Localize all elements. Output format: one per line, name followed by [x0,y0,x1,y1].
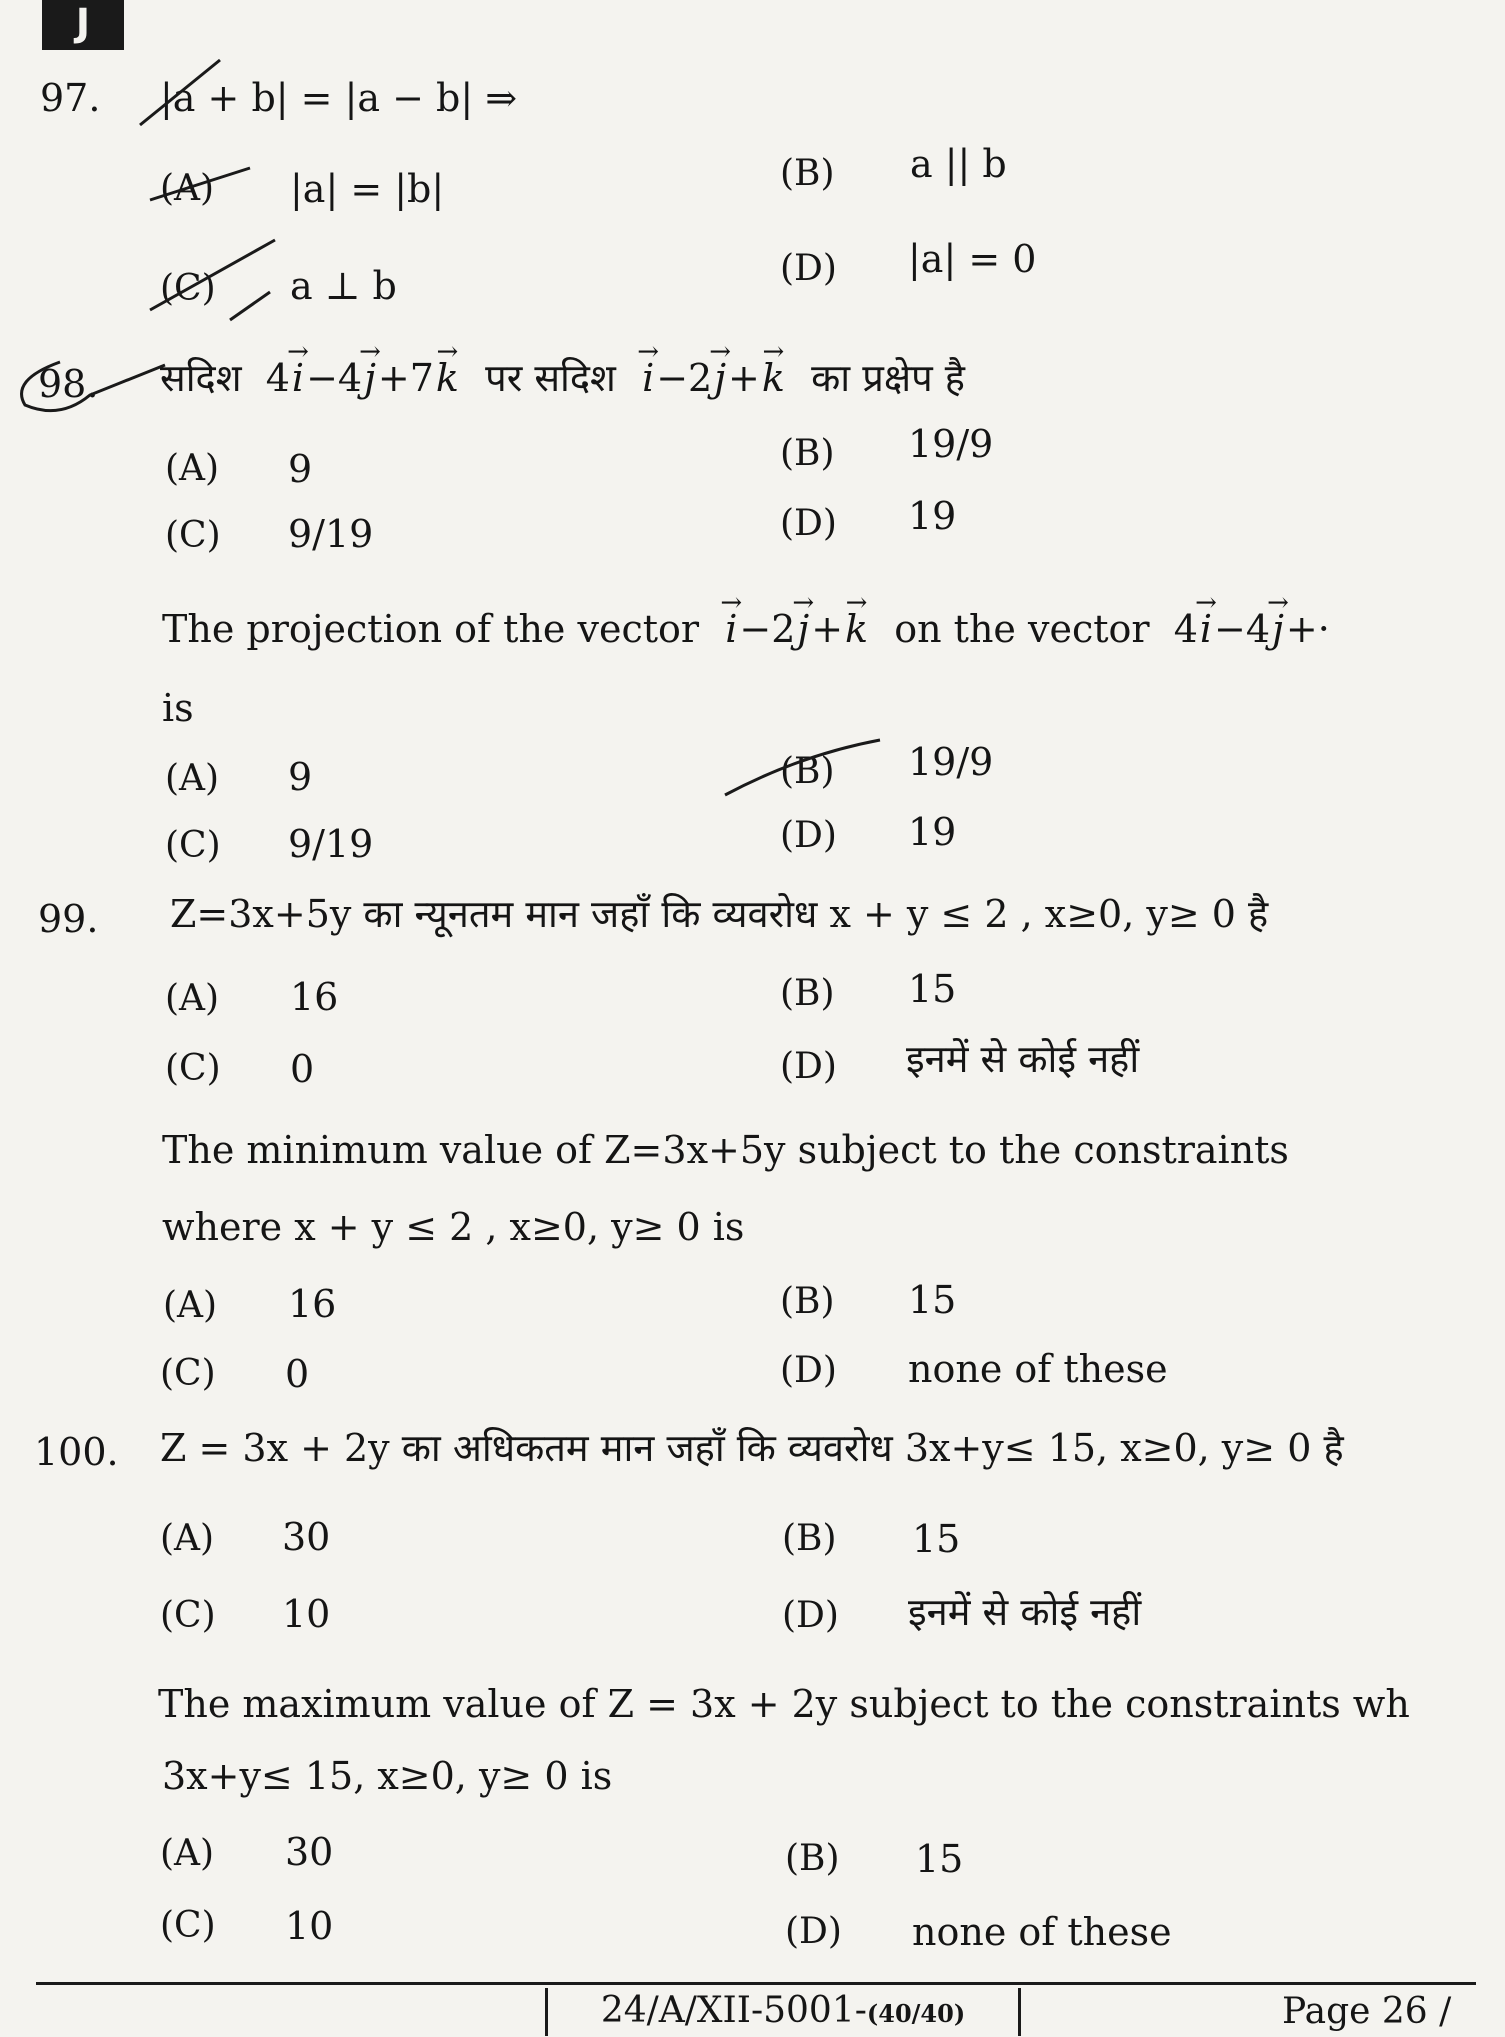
q99e-option-c-value: 0 [285,1352,310,1396]
q98-hindi-word: का प्रक्षेप है [811,356,965,400]
paper-code-small: (40/40) [866,1999,966,2028]
q98-hindi-word: सदिश [160,356,242,400]
q99h-option-b-value: 15 [908,967,957,1011]
q97-option-d-value: |a| = 0 [908,237,1037,281]
q97-option-b-value: a || b [910,142,1007,186]
q98h-option-a-value: 9 [288,447,313,491]
q98-hindi-word: पर सदिश [485,356,616,400]
q98h-option-c-letter: (C) [165,515,221,556]
q99e-option-a-value: 16 [288,1282,337,1326]
question-number: 97. [40,76,101,120]
q98-hindi-stem: सदिश 4→ i−4→ j+7→ k पर सदिश → i−2→ j+→ k का प्रक्षेप है [160,354,965,402]
q100h-option-a-value: 30 [282,1515,331,1559]
q98h-option-c-value: 9/19 [288,512,374,556]
q97-stem-text: |a + b| = |a − b| ⇒ [160,76,518,120]
q100e-option-a-letter: (A) [160,1833,215,1874]
q98e-option-d-value: 19 [908,810,957,854]
q100e-option-c-letter: (C) [160,1905,216,1946]
q99e-option-c-letter: (C) [160,1353,216,1394]
q100h-option-b-letter: (B) [782,1518,837,1559]
q100e-option-b-letter: (B) [785,1838,840,1879]
set-code-tab: J [42,0,124,50]
q99-english-line1: The minimum value of Z=3x+5y subject to the constraints [162,1128,1289,1172]
q99e-option-d-value: none of these [908,1347,1168,1391]
q97-option-c-letter: (C) [160,268,216,309]
q100e-option-d-letter: (D) [785,1911,842,1952]
q98e-option-b-value: 19/9 [908,740,994,784]
q99e-option-a-letter: (A) [163,1285,218,1326]
question-number: 99. [38,897,99,941]
strike-mark [230,292,270,320]
q99-english-line2: where x + y ≤ 2 , x≥0, y≥ 0 is [162,1205,745,1249]
q99h-option-c-value: 0 [290,1047,315,1091]
q98e-option-c-letter: (C) [165,825,221,866]
q99h-option-a-letter: (A) [165,978,220,1019]
q98h-option-d-value: 19 [908,494,957,538]
q99h-option-d-value: इनमें से कोई नहीं [906,1037,1140,1081]
q98h-option-b-letter: (B) [780,433,835,474]
q97-stem [160,74,517,122]
q99h-option-b-letter: (B) [780,973,835,1014]
q98h-option-d-letter: (D) [780,503,837,544]
q100-english-line2: 3x+y≤ 15, x≥0, y≥ 0 is [162,1754,613,1798]
q100h-option-c-value: 10 [282,1592,331,1636]
q100e-option-d-value: none of these [912,1910,1172,1954]
q99e-option-b-letter: (B) [780,1281,835,1322]
question-number: 100. [34,1430,119,1474]
q99h-option-c-letter: (C) [165,1048,221,1089]
q99e-option-b-value: 15 [908,1278,957,1322]
q98e-option-b-letter: (B) [780,751,835,792]
q97-option-a-value: |a| = |b| [290,167,445,211]
paper-code-text: 24/A/XII-5001- [600,1990,867,2031]
q98h-option-a-letter: (A) [165,448,220,489]
q100e-option-c-value: 10 [285,1904,334,1948]
question-number: 98. [38,362,99,406]
q98e-option-a-value: 9 [288,755,313,799]
q98-english-suffix: is [162,686,194,730]
q98-english-stem: The projection of the vector → i−2→ j+→ k on the vector 4→ i−4→ j+· [162,605,1330,653]
q97-option-c-value: a ⊥ b [290,264,397,308]
q98e-option-c-value: 9/19 [288,822,374,866]
footer-rule [36,1982,1476,1985]
q100-english-line1: The maximum value of Z = 3x + 2y subject to the constraints wh [158,1682,1410,1726]
q98h-option-b-value: 19/9 [908,422,994,466]
q99-hindi-stem: Z=3x+5y का न्यूनतम मान जहाँ कि व्यवरोध x + y ≤ 2 , x≥0, y≥ 0 है [170,892,1269,936]
q99e-option-d-letter: (D) [780,1350,837,1391]
q100h-option-b-value: 15 [912,1517,961,1561]
q97-option-a-letter: (A) [160,168,215,209]
q100h-option-c-letter: (C) [160,1595,216,1636]
q99h-option-d-letter: (D) [780,1046,837,1087]
paper-code [545,1988,1021,2036]
q100h-option-d-value: इनमें से कोई नहीं [908,1590,1142,1634]
q100e-option-b-value: 15 [915,1837,964,1881]
q97-option-b-letter: (B) [780,153,835,194]
q98-english-mid: on the vector [894,607,1150,651]
q97-option-d-letter: (D) [780,248,837,289]
q98-english-prefix: The projection of the vector [162,607,700,651]
q98e-option-d-letter: (D) [780,815,837,856]
q99h-option-a-value: 16 [290,975,339,1019]
q100e-option-a-value: 30 [285,1830,334,1874]
q100-hindi-stem: Z = 3x + 2y का अधिकतम मान जहाँ कि व्यवरोध 3x+y≤ 15, x≥0, y≥ 0 है [160,1426,1344,1470]
q98e-option-a-letter: (A) [165,758,220,799]
q100h-option-d-letter: (D) [782,1595,839,1636]
q100h-option-a-letter: (A) [160,1518,215,1559]
page-number: Page 26 / [1282,1991,1452,2032]
